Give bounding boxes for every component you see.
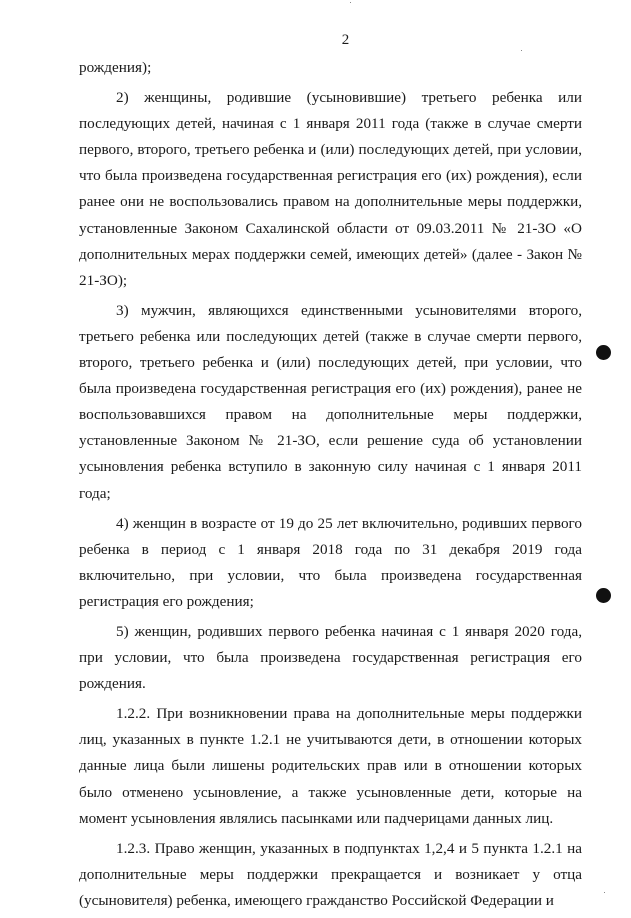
- scan-speck: [521, 50, 522, 51]
- document-body: [79, 55, 582, 918]
- punch-hole-mark-lower: [596, 588, 611, 603]
- paragraph-continuation: рождения);: [79, 59, 152, 76]
- scan-speck: [604, 892, 605, 893]
- paragraph-item-5: 5) женщин, родивших первого ребенка начиная с 1 января 2020 года, при условии, что была произведена государственная регистрация его рождения.: [79, 622, 582, 693]
- paragraph-1-2-3: 1.2.3. Право женщин, указанных в подпунктах 1,2,4 и 5 пункта 1.2.1 на дополнительные меры поддержки прекращается и возникает у отца (усыновителя) ребенка, имеющего гражданство Российской Федерации и: [79, 839, 582, 909]
- paragraph-item-3: 3) мужчин, являющихся единственными усыновителями второго, третьего ребенка или последующих детей (также в случае смерти первого, второго, третьего ребенка и (или) последующих детей, при условии, что была произведена государственная регистрация его (их) рождения), ранее не воспользовавшихся правом на дополнительные меры поддержки, установленные Законом № 21-ЗО, если решение суда об установлении усыновления ребенка вступило в законную силу начиная с 1 января 2011 года;: [79, 301, 582, 502]
- scan-speck: [350, 2, 351, 3]
- paragraph-item-2: 2) женщины, родившие (усыновившие) третьего ребенка или последующих детей, начиная с 1 января 2011 года (также в случае смерти первого, второго, третьего ребенка и (или) последующих детей, при условии, что была произведена государственная регистрация его (их) рождения), если ранее они не воспользовались правом на дополнительные меры поддержки, установленные Законом Сахалинской области от 09.03.2011 № 21-ЗО «О дополнительных мерах поддержки семей, имеющих детей» (далее - Закон № 21-ЗО);: [79, 89, 582, 289]
- paragraph-1-2-2: 1.2.2. При возникновении права на дополнительные меры поддержки лиц, указанных в пункте 1.2.1 не учитываются дети, в отношении которых данные лица были лишены родительских прав или в отношении которых было отменено усыновление, а также усыновленные дети, которые на момент усыновления являлись пасынками или падчерицами данных лиц.: [79, 705, 582, 827]
- punch-hole-mark-upper: [596, 345, 611, 360]
- page-number: 2: [341, 32, 350, 48]
- paragraph-item-4: 4) женщин в возрасте от 19 до 25 лет включительно, родивших первого ребенка в период с 1 января 2018 года по 31 декабря 2019 года включительно, при условии, что была произведена государственная регистрация его рождения;: [79, 514, 582, 610]
